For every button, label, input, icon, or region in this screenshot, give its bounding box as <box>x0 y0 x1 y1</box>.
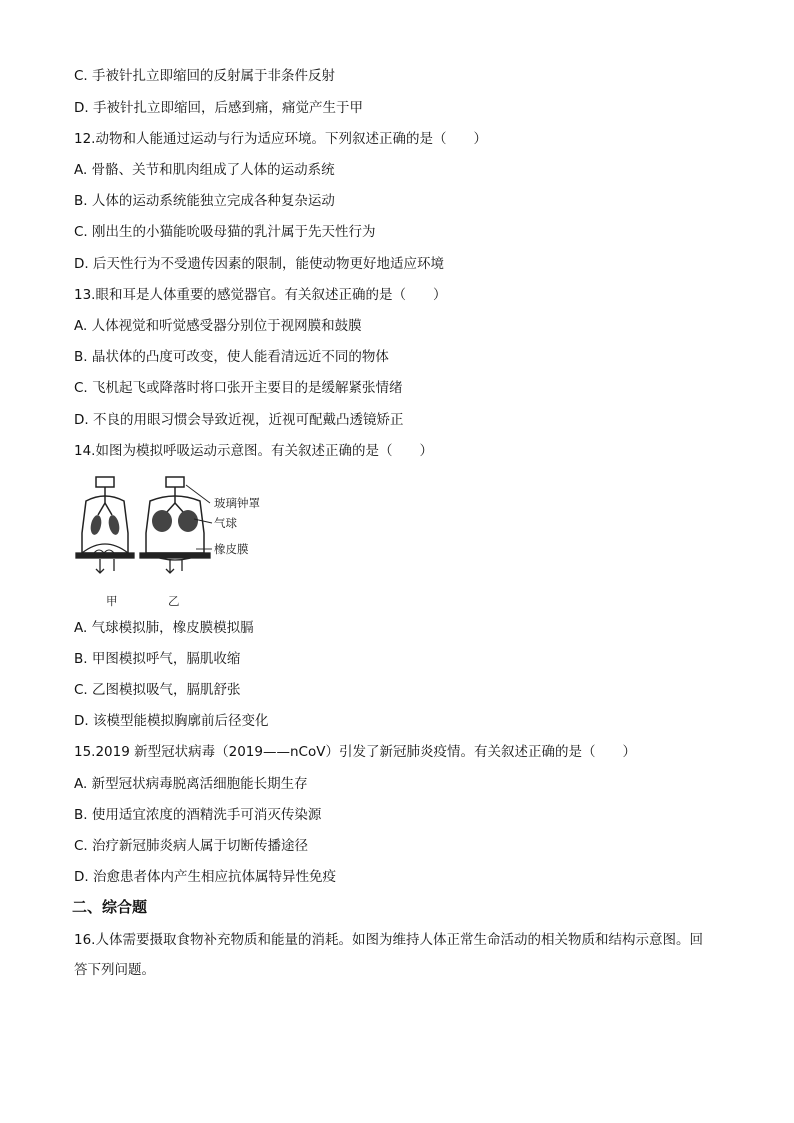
label-yi: 乙 <box>168 594 180 608</box>
q15-option-c: C. 治疗新冠肺炎病人属于切断传播途径 <box>74 838 309 854</box>
q16-stem-line1: 16.人体需要摄取食物补充物质和能量的消耗。如图为维持人体正常生命活动的相关物质和结构示意图。回 <box>74 932 703 948</box>
q13-option-b: B. 晶状体的凸度可改变，使人能看清远近不同的物体 <box>74 349 389 365</box>
breathing-model-svg <box>74 473 289 613</box>
breathing-model-figure <box>74 473 289 613</box>
q16-stem-line2: 答下列问题。 <box>74 962 155 978</box>
q15-stem: 15.2019 新型冠状病毒（2019——nCoV）引发了新冠肺炎疫情。有关叙述正确的是（ ） <box>74 744 636 760</box>
label-bell-jar: 玻璃钟罩 <box>214 496 260 510</box>
q15-option-a: A. 新型冠状病毒脱离活细胞能长期生存 <box>74 776 308 792</box>
section-2-heading: 二、综合题 <box>72 898 148 916</box>
q14-stem: 14.如图为模拟呼吸运动示意图。有关叙述正确的是（ ） <box>74 443 433 459</box>
balloons-jia <box>89 514 121 536</box>
label-balloon: 气球 <box>214 516 237 530</box>
stopper-yi <box>166 477 184 487</box>
label-membrane: 橡皮膜 <box>214 542 249 556</box>
q14-option-d: D. 该模型能模拟胸廓前后径变化 <box>74 713 269 729</box>
q11-option-c: C. 手被针扎立即缩回的反射属于非条件反射 <box>74 68 336 84</box>
membrane-yi <box>140 553 210 573</box>
q12-stem: 12.动物和人能通过运动与行为适应环境。下列叙述正确的是（ ） <box>74 131 487 147</box>
label-jia: 甲 <box>106 594 118 608</box>
q14-option-c: C. 乙图模拟吸气，膈肌舒张 <box>74 682 241 698</box>
q13-option-d: D. 不良的用眼习惯会导致近视，近视可配戴凸透镜矫正 <box>74 412 404 428</box>
q12-option-a: A. 骨骼、关节和肌肉组成了人体的运动系统 <box>74 162 335 178</box>
membrane-jia <box>76 544 134 573</box>
stopper-jia <box>96 477 114 487</box>
q14-option-a: A. 气球模拟肺，橡皮膜模拟膈 <box>74 620 254 636</box>
q13-option-a: A. 人体视觉和听觉感受器分别位于视网膜和鼓膜 <box>74 318 362 334</box>
q12-option-b: B. 人体的运动系统能独立完成各种复杂运动 <box>74 193 335 209</box>
bell-jar-jia <box>82 477 128 553</box>
q14-option-b: B. 甲图模拟呼气，膈肌收缩 <box>74 651 241 667</box>
q11-option-d: D. 手被针扎立即缩回，后感到痛，痛觉产生于甲 <box>74 100 363 116</box>
q12-option-c: C. 刚出生的小猫能吮吸母猫的乳汁属于先天性行为 <box>74 224 376 240</box>
q12-option-d: D. 后天性行为不受遗传因素的限制，能使动物更好地适应环境 <box>74 256 444 272</box>
q13-option-c: C. 飞机起飞或降落时将口张开主要目的是缓解紧张情绪 <box>74 380 403 396</box>
q15-option-d: D. 治愈患者体内产生相应抗体属特异性免疫 <box>74 869 336 885</box>
balloons-yi <box>152 510 198 532</box>
q15-option-b: B. 使用适宜浓度的酒精洗手可消灭传染源 <box>74 807 322 823</box>
q13-stem: 13.眼和耳是人体重要的感觉器官。有关叙述正确的是（ ） <box>74 287 447 303</box>
